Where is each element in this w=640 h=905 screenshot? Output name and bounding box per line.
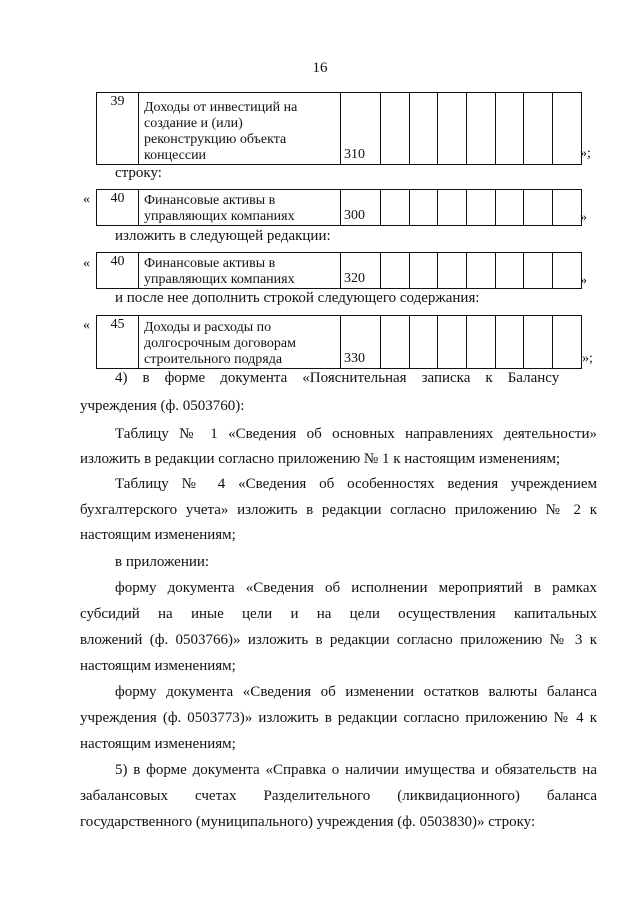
- row-code: 300: [341, 190, 381, 226]
- close-quote: »: [580, 210, 587, 225]
- paragraph-line: вложений (ф. 0503766)» изложить в редакции согласно приложению № 3 к: [80, 632, 597, 648]
- open-quote: «: [83, 192, 90, 207]
- paragraph-line: 4) в форме документа «Пояснительная записка к Балансу: [115, 370, 560, 386]
- row-description: Финансовые активы в управляющих компаниях: [139, 190, 341, 226]
- row-code: 320: [341, 253, 381, 289]
- paragraph-line: изложить в редакции согласно приложению № 1 к настоящим изменениям;: [80, 451, 561, 467]
- paragraph-line: настоящим изменениям;: [80, 736, 236, 752]
- row-code: 310: [341, 93, 381, 165]
- label-dopolnit: и после нее дополнить строкой следующего содержания:: [115, 290, 480, 306]
- open-quote: «: [83, 318, 90, 333]
- paragraph-line: субсидий на иные цели и на цели осуществления капитальных: [80, 606, 597, 622]
- paragraph-line: настоящим изменениям;: [80, 658, 236, 674]
- paragraph-line: Таблицу № 1 «Сведения об основных направлениях деятельности»: [115, 426, 597, 442]
- close-quote: »: [580, 273, 587, 288]
- close-quote: »;: [580, 146, 591, 161]
- row-description: Доходы и расходы по долгосрочным договорам строительного подряда: [139, 316, 341, 369]
- paragraph-line: Таблицу № 4 «Сведения об особенностях ведения учреждением: [115, 476, 597, 492]
- table-row: [96, 252, 582, 289]
- page-number: 16: [312, 60, 328, 76]
- paragraph-line: форму документа «Сведения об изменении остатков валюты баланса: [115, 684, 597, 700]
- paragraph-line: 5) в форме документа «Справка о наличии имущества и обязательств на: [115, 762, 597, 778]
- paragraph-line: государственного (муниципального) учреждения (ф. 0503830)» строку:: [80, 814, 536, 830]
- table-row: [96, 189, 582, 226]
- row-number: 40: [97, 253, 139, 289]
- paragraph-line: настоящим изменениям;: [80, 527, 236, 543]
- label-stroku: строку:: [115, 165, 162, 181]
- paragraph-line: учреждения (ф. 0503760):: [80, 398, 245, 414]
- paragraph-line: учреждения (ф. 0503773)» изложить в редакции согласно приложению № 4 к: [80, 710, 597, 726]
- paragraph-line: в приложении:: [115, 554, 210, 570]
- open-quote: «: [83, 256, 90, 271]
- paragraph-line: форму документа «Сведения об исполнении мероприятий в рамках: [115, 580, 597, 596]
- row-code: 330: [341, 316, 381, 369]
- table-row: [96, 92, 582, 165]
- paragraph-line: бухгалтерского учета» изложить в редакции согласно приложению № 2 к: [80, 502, 597, 518]
- paragraph-line: забалансовых счетах Разделительного (ликвидационного) баланса: [80, 788, 597, 804]
- row-description: Финансовые активы в управляющих компаниях: [139, 253, 341, 289]
- row-number: 39: [97, 93, 139, 165]
- row-number: 45: [97, 316, 139, 369]
- row-description: Доходы от инвестиций на создание и (или) реконструкцию объекта концессии: [139, 93, 341, 165]
- table-row: [96, 315, 582, 369]
- label-izlozhit: изложить в следующей редакции:: [115, 228, 331, 244]
- row-number: 40: [97, 190, 139, 226]
- close-quote: »;: [582, 351, 593, 366]
